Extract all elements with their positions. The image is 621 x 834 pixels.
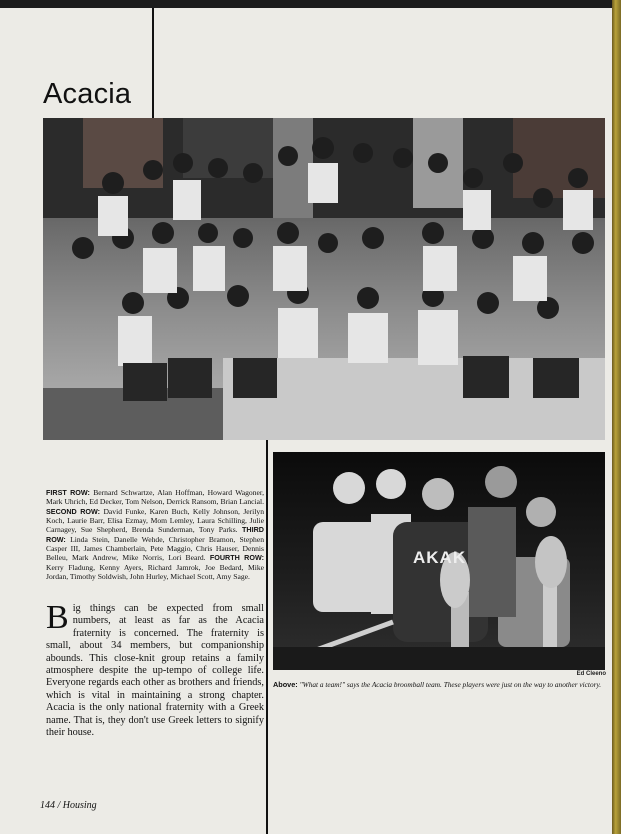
vertical-rule-middle xyxy=(266,440,268,834)
story-body xyxy=(46,599,264,739)
story-text: ig things can be expected from small numbers, at least as far as the Acacia fraternity is concerned. The fraternity is small, about 34 members, but companionship abounds. This close-knit group retains a family atmosphere despite the up-tempo of college life. Everyone regards each other as brothers and friends, which is vital in maintaining a strong chapter. Acacia is the only national fraternity with a Greek name. That is, they don't use Greek letters to signify their house. xyxy=(46,603,264,739)
row-names-fourth: Kerry Fladung, Kenny Ayers, Richard Jamrok, Joe Bedard, Mike Jordan, Timothy Soldwish, John Hurley, Michael Scott, Amy Sage. xyxy=(46,562,264,582)
row-names-first: Bernard Schwartze, Alan Hoffman, Howard Wagoner, Mark Uhrich, Ed Decker, Tom Nelson, Derrick Ransom, Brian Lancial. xyxy=(46,488,265,507)
page-folio: 144 / Housing xyxy=(40,800,97,811)
caption-text: "What a team!" says the Acacia broomball team. These players were just on the way to another victory. xyxy=(299,680,602,689)
page-binding-edge xyxy=(612,0,621,834)
drop-cap: B xyxy=(46,599,69,636)
row-label-second: SECOND ROW: xyxy=(46,506,101,516)
page-title: Acacia xyxy=(43,78,132,110)
vertical-rule-top xyxy=(152,8,154,118)
broomball-caption xyxy=(273,680,607,689)
row-label-first: FIRST ROW: xyxy=(46,488,90,497)
row-label-third: THIRD ROW: xyxy=(46,525,264,544)
group-photo-illustration xyxy=(43,118,605,440)
broomball-photo xyxy=(273,452,605,670)
shirt-letters: AKAK xyxy=(413,548,467,567)
caption-label: Above: xyxy=(273,680,298,689)
row-names-third: Linda Stein, Danelle Wehde, Christopher Bramon, Stephen Casper III, James Chamberlain, Pete Maggio, Chris Hauser, Dennis Belleu, Mark Andrew, Mike Norris, Lori Beard. xyxy=(46,534,265,563)
group-photo-caption xyxy=(46,488,264,581)
group-photo xyxy=(43,118,605,440)
row-names-second: David Funke, Karen Buch, Kelly Johnson, Jerilyn Koch, Laurie Barr, Elisa Ezmay, Mom Lemley, Laura Schilling, Julie Carnagey, Sue Shepherd, Brenda Sunderman, Tony Parks. xyxy=(46,506,264,535)
row-label-fourth: FOURTH ROW: xyxy=(209,553,264,563)
photo-credit: Ed Cleeno xyxy=(576,671,606,677)
